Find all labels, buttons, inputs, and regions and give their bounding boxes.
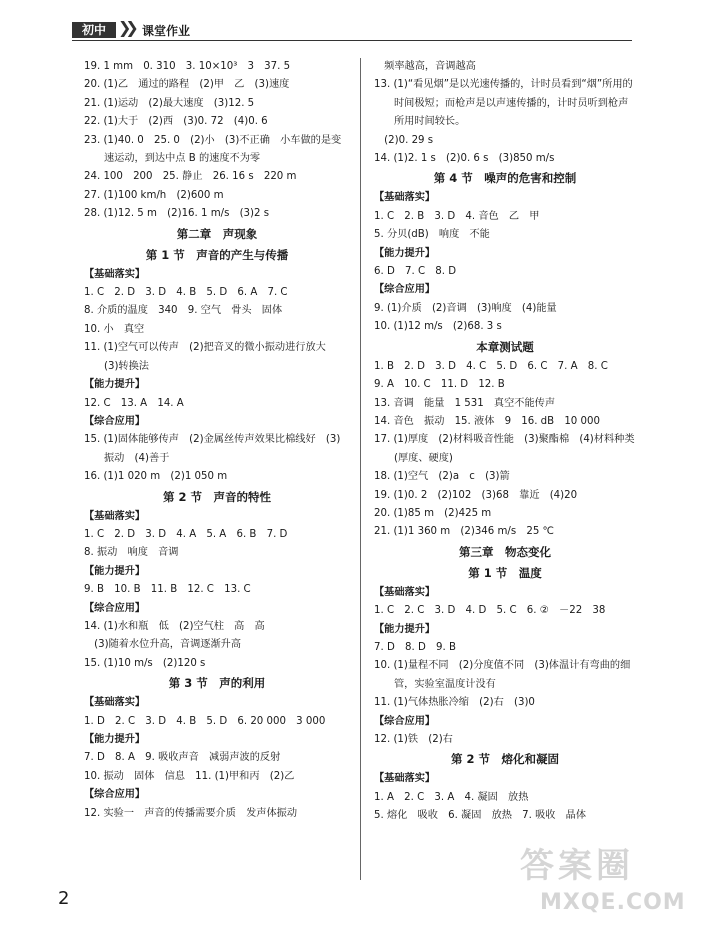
subsection-label: 【能力提升】 <box>84 734 146 745</box>
answer-line: 12. 实验一 声音的传播需要介质 发声体振动 <box>84 807 298 819</box>
subsection-label: 【基础落实】 <box>374 586 436 598</box>
answer-line: 频率越高，音调越高 <box>374 61 476 72</box>
subsection-label: 【基础落实】 <box>84 697 146 709</box>
watermark-text: 答案圈 <box>520 846 634 886</box>
answer-line: 1. C 2. D 3. D 4. A 5. A 6. B 7. D <box>84 528 288 540</box>
subsection-label: 【能力提升】 <box>374 623 436 635</box>
subsection-label: 【能力提升】 <box>84 565 146 577</box>
level-tag: 初中 <box>72 22 116 38</box>
answer-line: 11. (1)空气可以传声 (2)把音叉的微小振动进行放大 (3)转换法 <box>84 342 337 372</box>
answer-line: 14. (1)水和瓶 低 (2)空气柱 高 高 <box>84 620 265 632</box>
answer-line: 15. (1)10 m/s (2)120 s <box>84 657 206 669</box>
answer-line: 11. (1)气体热胀冷缩 (2)右 (3)0 <box>374 697 535 709</box>
subsection-label: 【基础落实】 <box>374 192 436 204</box>
answer-line: 16. (1)1 020 m (2)1 050 m <box>84 471 228 483</box>
answer-line: 5. 分贝(dB) 响度 不能 <box>374 229 490 241</box>
answer-line: 15. (1)固体能够传声 (2)金属丝传声效果比棉线好 (3)振动 (4)善于 <box>84 434 341 464</box>
answer-line: (2)0. 29 s <box>374 134 434 146</box>
section-title: 第 1 节 温度 <box>468 565 542 580</box>
answer-line: 8. 介质的温度 340 9. 空气 骨头 固体 <box>84 305 283 317</box>
answer-line: 20. (1)乙 通过的路程 (2)甲 乙 (3)速度 <box>84 79 290 91</box>
answer-line: 10. (1)12 m/s (2)68. 3 s <box>374 321 502 333</box>
answer-line: 27. (1)100 km/h (2)600 m <box>84 189 224 201</box>
section-title: 第 2 节 熔化和凝固 <box>450 752 559 767</box>
answer-line: 9. B 10. B 11. B 12. C 13. C <box>84 584 251 596</box>
answer-line: 17. (1)厚度 (2)材料吸音性能 (3)聚酯棉 (4)材料种类(厚度、硬度) <box>374 434 635 464</box>
page-header <box>72 18 632 42</box>
answer-line: 12. C 13. A 14. A <box>84 397 184 409</box>
answer-line: 13. 音调 能量 1 531 真空不能传声 <box>374 397 556 409</box>
header-rule <box>72 40 632 41</box>
answer-line: 9. A 10. C 11. D 12. B <box>374 379 505 391</box>
answer-line: 6. D 7. C 8. D <box>374 266 457 278</box>
subsection-label: 【综合应用】 <box>374 284 436 296</box>
answer-line: 28. (1)12. 5 m (2)16. 1 m/s (3)2 s <box>84 208 270 220</box>
section-title: 第 4 节 噪声的危害和控制 <box>433 171 577 186</box>
answer-line: 21. (1)运动 (2)最大速度 (3)12. 5 <box>84 97 255 109</box>
subsection-label: 【能力提升】 <box>84 379 146 391</box>
answer-line: 24. 100 200 25. 静止 26. 16 s 220 m <box>84 171 297 183</box>
chevron-icon: ❯❯ <box>118 18 133 37</box>
answer-line: 1. C 2. C 3. D 4. D 5. C 6. ② －22 38 <box>374 605 606 617</box>
answer-line: 13. (1)“看见烟”是以光速传播的，计时员看到“烟”所用的时间极短；而枪声是以声速传播的，计时员听到枪声所用时间较长。 <box>374 79 633 128</box>
subsection-label: 【综合应用】 <box>84 789 146 801</box>
subsection-label: 【综合应用】 <box>84 602 146 614</box>
subsection-label: 【综合应用】 <box>374 715 436 727</box>
answer-line: 10. (1)量程不同 (2)分度值不同 (3)体温计有弯曲的细管，实验室温度计没有 <box>374 660 631 690</box>
page-number: 2 <box>58 888 70 909</box>
answer-line: 10. 振动 固体 信息 11. (1)甲和丙 (2)乙 <box>84 770 295 782</box>
answer-line: 1. C 2. D 3. D 4. B 5. D 6. A 7. C <box>84 287 288 299</box>
answer-line: (3)随着水位升高，音调逐渐升高 <box>84 639 242 651</box>
answer-line: 12. (1)铁 (2)右 <box>374 734 453 745</box>
answer-line: 9. (1)介质 (2)音调 (3)响度 (4)能量 <box>374 302 557 314</box>
section-title: 本章测试题 <box>476 339 534 354</box>
section-title: 第 2 节 声音的特性 <box>162 489 271 504</box>
book-title: 课堂作业 <box>142 24 191 38</box>
section-title: 第 3 节 声的利用 <box>168 676 266 691</box>
column-divider <box>360 58 361 880</box>
answer-line: 10. 小 真空 <box>84 323 145 335</box>
section-title: 第 1 节 声音的产生与传播 <box>145 247 289 262</box>
answer-line: 1. B 2. D 3. D 4. C 5. D 6. C 7. A 8. C <box>374 360 608 372</box>
watermark-logo <box>520 838 700 922</box>
answer-line: 1. A 2. C 3. A 4. 凝固 放热 <box>374 791 529 803</box>
answer-line: 19. (1)0. 2 (2)102 (3)68 靠近 (4)20 <box>374 489 578 501</box>
subsection-label: 【综合应用】 <box>84 415 146 427</box>
answer-line: 7. D 8. D 9. B <box>374 641 456 653</box>
answer-line: 23. (1)40. 0 25. 0 (2)小 (3)不正确 小车做的是变速运动，到达中点 B 的速度不为零 <box>84 134 342 165</box>
subsection-label: 【基础落实】 <box>84 510 146 522</box>
answer-line: 8. 振动 响度 音调 <box>84 547 179 559</box>
subsection-label: 【能力提升】 <box>374 247 436 259</box>
answer-line: 14. (1)2. 1 s (2)0. 6 s (3)850 m/s <box>374 153 555 165</box>
answer-line: 1. D 2. C 3. D 4. B 5. D 6. 20 000 3 000 <box>84 715 326 727</box>
section-title: 第二章 声现象 <box>176 226 258 241</box>
answer-line: 20. (1)85 m (2)425 m <box>374 507 492 519</box>
subsection-label: 【基础落实】 <box>374 773 436 785</box>
answer-line: 22. (1)大于 (2)西 (3)0. 72 (4)0. 6 <box>84 116 268 128</box>
subsection-label: 【基础落实】 <box>84 268 146 280</box>
answer-line: 18. (1)空气 (2)a c (3)箭 <box>374 471 510 483</box>
answer-line: 1. C 2. B 3. D 4. 音色 乙 甲 <box>374 210 540 222</box>
watermark-url: MXQE.COM <box>540 890 686 915</box>
answer-line: 21. (1)1 360 m (2)346 m/s 25 ℃ <box>374 526 554 538</box>
answer-line: 14. 音色 振动 15. 液体 9 16. dB 10 000 <box>374 415 600 427</box>
right-column <box>374 58 636 826</box>
answer-line: 19. 1 mm 0. 310 3. 10×10³ 3 37. 5 <box>84 61 291 72</box>
left-column <box>84 58 350 823</box>
answer-line: 5. 熔化 吸收 6. 凝固 放热 7. 吸收 晶体 <box>374 810 587 822</box>
section-title: 第三章 物态变化 <box>459 544 551 559</box>
answer-line: 7. D 8. A 9. 吸收声音 减弱声波的反射 <box>84 752 281 764</box>
